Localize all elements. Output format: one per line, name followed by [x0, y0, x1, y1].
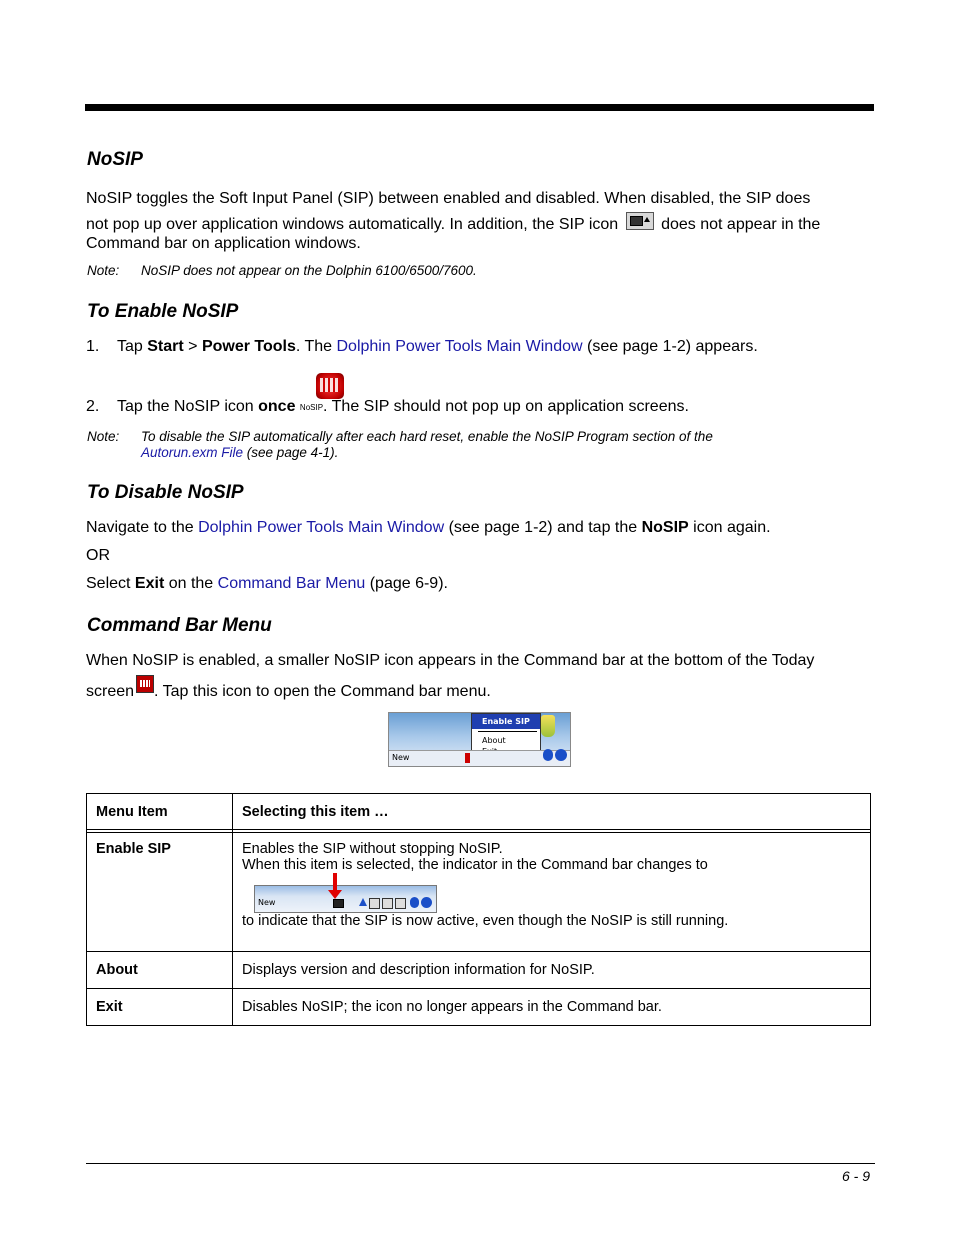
- step-2-once: once: [258, 398, 296, 415]
- bluetooth-icon: [410, 897, 419, 908]
- tray-icon: [395, 898, 406, 909]
- cmdbar-line-1: When NoSIP is enabled, a smaller NoSIP icon appears in the Command bar at the bottom of the Today: [86, 652, 815, 669]
- page-number: 6 - 9: [841, 1168, 870, 1184]
- connection-icon: [421, 897, 432, 908]
- disable-t1: Navigate to the: [86, 519, 199, 536]
- step-1-start: Start: [147, 338, 184, 355]
- triangle-icon: [359, 898, 367, 906]
- row-desc-2: When this item is selected, the indicator in the Command bar changes to: [242, 857, 708, 873]
- table-row: [87, 952, 871, 989]
- footer-rule: [86, 1163, 875, 1164]
- tray-icon: [369, 898, 380, 909]
- note-2-line-2: (see page 4-1).: [243, 445, 339, 460]
- new-label: New: [392, 753, 410, 762]
- table-header-row: [87, 794, 871, 830]
- disable-line: [86, 519, 771, 537]
- menu-item-table: [86, 793, 871, 1026]
- cmdbar-line-2b: . Tap this icon to open the Command bar menu.: [154, 683, 491, 701]
- intro-line-3: Command bar on application windows.: [86, 235, 361, 252]
- disable-t2: (see page 1-2) and tap the: [444, 519, 642, 536]
- link-power-tools-main-window-2[interactable]: Dolphin Power Tools Main Window: [198, 519, 445, 536]
- nosip-icon: [316, 373, 344, 399]
- header-selecting: Selecting this item …: [233, 794, 871, 830]
- row-item: Enable SIP: [96, 841, 171, 857]
- step-1-power-tools: Power Tools: [201, 338, 296, 355]
- heading-command-bar-menu: Command Bar Menu: [87, 615, 272, 636]
- heading-nosip: NoSIP: [87, 149, 143, 170]
- step-1-t2: >: [183, 338, 202, 355]
- note-2-line-1: To disable the SIP automatically after each hard reset, enable the NoSIP Program section of the: [141, 429, 713, 444]
- heading-enable: To Enable NoSIP: [87, 301, 239, 322]
- disable-nosip-bold: NoSIP: [641, 519, 689, 536]
- step-number: 2.: [86, 398, 100, 415]
- tray-icon: [382, 898, 393, 909]
- nosip-small-icon: [136, 675, 154, 693]
- glass-icon: [541, 715, 555, 737]
- heading-disable: To Disable NoSIP: [87, 482, 244, 503]
- link-power-tools-main-window[interactable]: Dolphin Power Tools Main Window: [336, 338, 583, 355]
- link-command-bar-menu[interactable]: Command Bar Menu: [217, 575, 366, 592]
- step-1-t3: . The: [295, 338, 337, 355]
- intro-line-2b: does not appear in the: [661, 216, 821, 234]
- select-exit-bold: Exit: [134, 575, 165, 592]
- note-label: Note:: [87, 429, 120, 444]
- step-1-t1: Tap: [117, 338, 148, 355]
- connection-icon: [555, 749, 567, 761]
- note-2-text: [141, 429, 841, 461]
- note-label: Note:: [87, 263, 120, 278]
- step-number: 1.: [86, 338, 100, 355]
- menu-separator: [478, 731, 537, 732]
- step-1-text: [117, 338, 758, 356]
- step-2-t2: . The SIP should not pop up on application screens.: [323, 398, 689, 415]
- intro-line-2a: not pop up over application windows automatically. In addition, the SIP icon: [86, 216, 619, 234]
- new-label: New: [258, 898, 276, 907]
- intro-line-1: NoSIP toggles the Soft Input Panel (SIP) between enabled and disabled. When disabled, the SIP does: [86, 190, 811, 207]
- red-arrow-icon: [333, 873, 337, 893]
- header-menu-item: Menu Item: [87, 794, 233, 830]
- menu-item-enable-sip[interactable]: Enable SIP: [472, 714, 540, 729]
- row-desc-1: Enables the SIP without stopping NoSIP.: [242, 841, 503, 857]
- step-2-text: [117, 398, 689, 417]
- row-item: Exit: [96, 999, 123, 1015]
- table-row: [87, 989, 871, 1026]
- cmdbar-screen: screen: [86, 683, 135, 701]
- step-2: [86, 398, 689, 416]
- link-autorun-exm-file[interactable]: Autorun.exm File: [141, 445, 244, 460]
- intro-line-2: [86, 216, 820, 234]
- step-1-t4: (see page 1-2) appears.: [582, 338, 758, 355]
- nosip-icon-caption: NoSIP: [299, 403, 324, 412]
- row-desc: Disables NoSIP; the icon no longer appears in the Command bar.: [233, 989, 871, 1026]
- note-text: NoSIP does not appear on the Dolphin 6100/6500/7600.: [141, 263, 477, 278]
- select-exit-line: [86, 575, 448, 593]
- table-row: [87, 833, 871, 952]
- top-rule: [85, 104, 874, 111]
- row-desc-3: to indicate that the SIP is now active, even though the NoSIP is still running.: [242, 913, 729, 929]
- menu-item-about[interactable]: About: [482, 736, 506, 745]
- command-bar-menu-screenshot: [388, 712, 571, 767]
- select-t2: on the: [164, 575, 218, 592]
- command-bar-indicator-image: [254, 885, 437, 913]
- nosip-bar-icon: [465, 753, 470, 763]
- cmdbar-line-2: [86, 683, 491, 701]
- disable-t3: icon again.: [688, 519, 771, 536]
- step-2-t1: Tap the NoSIP icon: [117, 398, 259, 415]
- or-text: OR: [86, 547, 110, 564]
- row-desc: Displays version and description information for NoSIP.: [233, 952, 871, 989]
- select-t3: (page 6-9).: [365, 575, 448, 592]
- bluetooth-icon: [543, 749, 553, 761]
- step-1: [86, 338, 758, 356]
- select-t1: Select: [86, 575, 135, 592]
- sip-keyboard-icon: [626, 212, 654, 230]
- sip-keyboard-icon: [333, 899, 344, 908]
- row-item: About: [96, 962, 138, 978]
